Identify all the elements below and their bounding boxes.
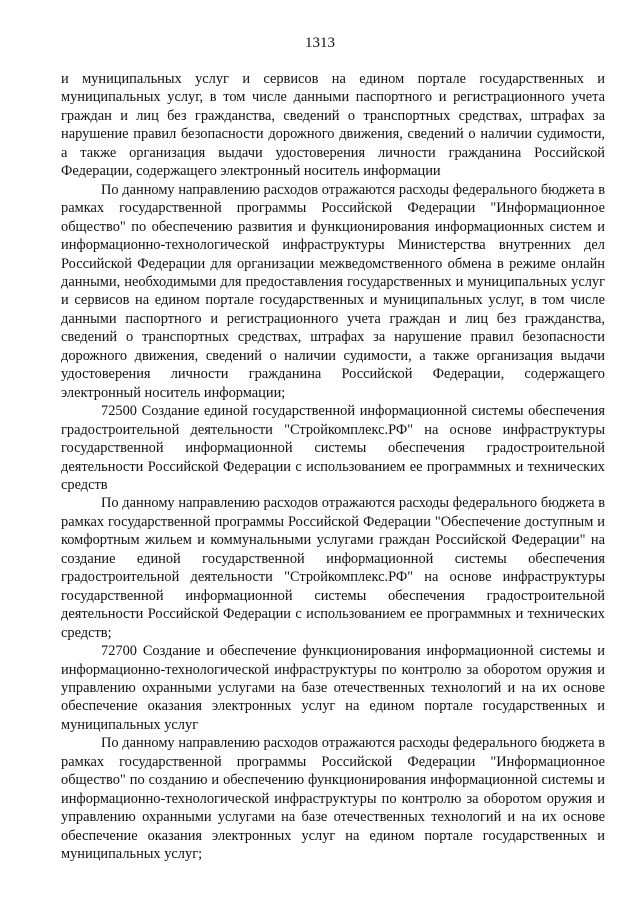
page-number: 1313	[305, 35, 335, 51]
paragraph-expenses-weapons-control: По данному направлению расходов отражаются расходы федерального бюджета в рамках государственной программы Российской Федерации "Информационное общество" по созданию и обеспечению функционирования информационной системы и информационно-технологической инфраструктуры по контролю за оборотом оружия и управлению охранными услугами на базе отечественных технологий и на их основе обеспечение оказания электронных услуг на едином портале государственных и муниципальных услуг;	[61, 735, 605, 863]
paragraph-code-72700: 72700 Создание и обеспечение функционирования информационной системы и информационно-технологической инфраструктуры по контролю за оборотом оружия и управлению охранными услугами на базе отечественных технологий и на их основе обеспечение оказания электронных услуг на едином портале государственных и муниципальных услуг	[61, 643, 605, 733]
document-body	[61, 70, 605, 863]
paragraph-expenses-mvd: По данному направлению расходов отражаются расходы федерального бюджета в рамках государственной программы Российской Федерации "Информационное общество" по обеспечению развития и функционирования информационных систем и информационно-технологической инфраструктуры Министерства внутренних дел Российской Федерации для организации межведомственного обмена в режиме онлайн данными, необходимыми для предоставления государственных и муниципальных услуг и сервисов на едином портале государственных и муниципальных услуг, в том числе данными паспортного и регистрационного учета граждан и лиц без гражданства, сведений о транспортных средствах, штрафах за нарушение правил безопасности дорожного движения, сведений о наличии судимости, а также организация выдачи удостоверения личности гражданина Российской Федерации, содержащего электронный носитель информации;	[61, 181, 605, 401]
paragraph-expenses-stroykompleks: По данному направлению расходов отражаются расходы федерального бюджета в рамках государственной программы Российской Федерации "Обеспечение доступным и комфортным жильем и коммунальными услугами граждан Российской Федерации" на создание единой государственной информационной системы обеспечения градостроительной деятельности "Стройкомплекс.РФ" на основе инфраструктуры государственной информационной системы обеспечения градостроительной деятельности Российской Федерации с использованием ее программных и технических средств;	[61, 495, 605, 641]
paragraph-continuation: и муниципальных услуг и сервисов на едином портале государственных и муниципальных услуг, в том числе данными паспортного и регистрационного учета граждан и лиц без гражданства, сведений о транспортных средствах, штрафах за нарушение правил безопасности дорожного движения, сведений о наличии судимости, а также организация выдачи удостоверения личности гражданина Российской Федерации, содержащего электронный носитель информации	[61, 71, 605, 180]
paragraph-code-72500: 72500 Создание единой государственной информационной системы обеспечения градостроительной деятельности "Стройкомплекс.РФ" на основе инфраструктуры государственной информационной системы обеспечения градостроительной деятельности Российской Федерации с использованием ее программных и технических средств	[61, 403, 605, 493]
